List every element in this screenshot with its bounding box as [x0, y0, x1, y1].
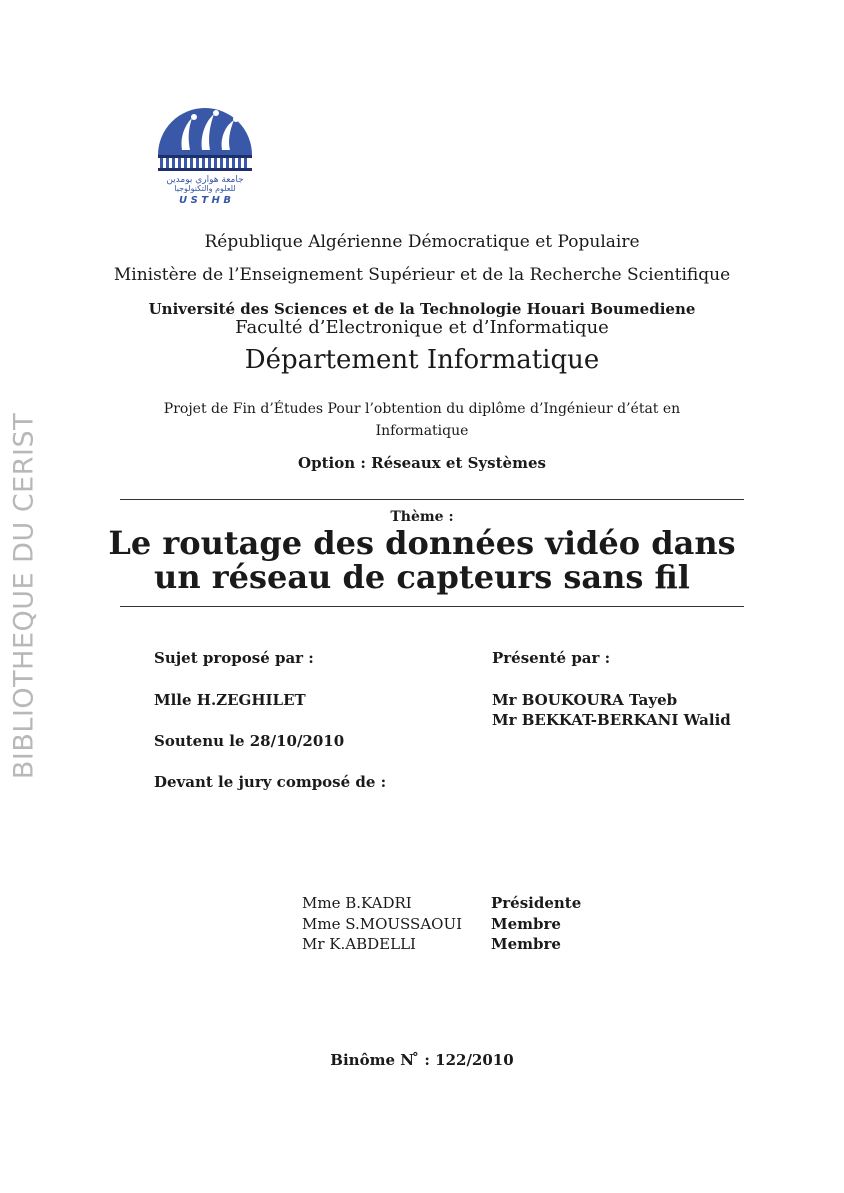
proposed-by: Mlle H.ZEGHILET: [154, 691, 306, 709]
project-line1: Projet de Fin d’Études Pour l’obtention du diplôme d’Ingénieur d’état en: [163, 401, 681, 417]
thesis-title-line1: Le routage des données vidéo dans: [108, 524, 736, 562]
jury-member-role: Présidente: [491, 894, 582, 912]
proposed-label: Sujet proposé par :: [154, 649, 314, 667]
theme-rule-top: [120, 499, 744, 500]
binome-number: Binôme N ̊ : 122/2010: [330, 1051, 514, 1069]
project-line2: Informatique: [375, 423, 469, 439]
theme-rule-bottom: [120, 606, 744, 607]
jury-label: Devant le jury composé de :: [154, 773, 387, 791]
republic-line: République Algérienne Démocratique et Populaire: [204, 232, 640, 252]
university-name: Université des Sciences et de la Technologie Houari Boumediene: [148, 300, 696, 318]
logo-acronym: U S T H B: [178, 195, 232, 206]
jury-member-role: Membre: [491, 935, 561, 953]
department-name: Département Informatique: [244, 345, 600, 375]
option-line: Option : Réseaux et Systèmes: [298, 454, 546, 472]
usthb-logo: [152, 100, 258, 206]
presenter-1: Mr BOUKOURA Tayeb: [492, 691, 678, 709]
jury-member-name: Mme B.KADRI: [302, 894, 412, 912]
jury-member-name: Mr K.ABDELLI: [302, 935, 416, 953]
presented-label: Présenté par :: [492, 649, 611, 667]
faculty-name: Faculté d’Electronique et d’Informatique: [235, 317, 609, 338]
defense-date: Soutenu le 28/10/2010: [154, 732, 345, 750]
logo-arabic-line2: للعلوم والتكنولوجيا: [174, 184, 236, 193]
presenter-2: Mr BEKKAT-BERKANI Walid: [492, 711, 731, 729]
jury-member-name: Mme S.MOUSSAOUI: [302, 915, 463, 933]
theme-label: Thème :: [390, 509, 454, 525]
logo-arabic-line1: جامعة هواري بومدين: [166, 175, 244, 185]
watermark-text: BIBLIOTHEQUE DU CERIST: [8, 412, 40, 780]
jury-member-role: Membre: [491, 915, 561, 933]
ministry-line: Ministère de l’Enseignement Supérieur et de la Recherche Scientifique: [113, 265, 731, 285]
thesis-title-line2: un réseau de capteurs sans fil: [154, 558, 690, 596]
